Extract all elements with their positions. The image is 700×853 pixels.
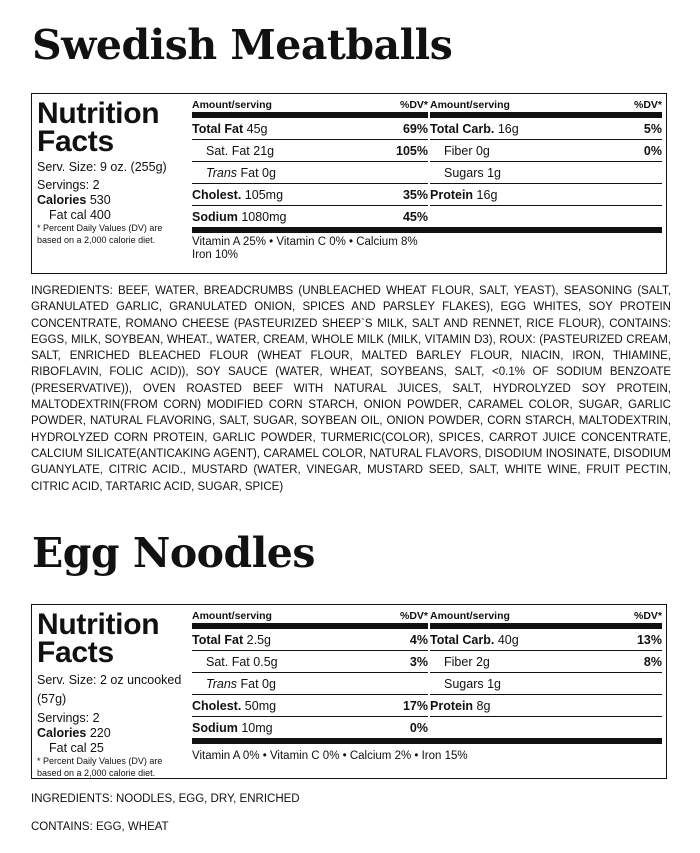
servings: Servings: 2 <box>37 178 100 192</box>
dv-note: * Percent Daily Values (DV) are based on a 2,000 calorie diet. <box>37 756 163 778</box>
nutrient-label: Trans <box>206 166 238 180</box>
column-header <box>430 98 662 118</box>
nutrition-facts-panel <box>31 93 667 274</box>
dv-note: * Percent Daily Values (DV) are based on a 2,000 calorie diet. <box>37 223 163 245</box>
nutrient-column-right <box>430 98 662 228</box>
panel-heading <box>37 608 187 669</box>
nutrient-label: Trans <box>206 677 238 691</box>
serving-size: Serv. Size: 9 oz. (255g) <box>37 160 167 174</box>
vitamins-line: Vitamin A 0% • Vitamin C 0% • Calcium 2% • Iron 15% <box>192 750 468 762</box>
nutrient-column-left <box>192 609 428 739</box>
nutrient-row <box>192 651 428 673</box>
nutrient-table <box>192 98 662 262</box>
nutrient-dv: 13% <box>636 633 662 647</box>
calories-label: Calories <box>37 726 87 740</box>
nutrient-row <box>192 206 428 228</box>
nutrient-label: Sugars <box>444 166 484 180</box>
nutrient-amount: 0.5g <box>253 655 278 669</box>
panel-summary <box>37 97 187 246</box>
nutrient-column-right <box>430 609 662 739</box>
nutrient-label: Total Fat <box>192 122 244 136</box>
nutrient-amount: 8g <box>476 699 491 713</box>
servings: Servings: 2 <box>37 711 100 725</box>
nutrient-dv: 8% <box>643 655 662 669</box>
nutrient-row <box>430 629 662 651</box>
nutrient-row <box>430 118 662 140</box>
nutrient-amount: 45g <box>246 122 268 136</box>
nutrient-dv: 105% <box>396 144 428 158</box>
nutrient-row <box>430 717 662 739</box>
calories-label: Calories <box>37 193 87 207</box>
column-header <box>430 609 662 629</box>
nutrient-label: Protein <box>430 188 474 202</box>
serving-size: Serv. Size: 2 oz uncooked <box>37 673 182 687</box>
nutrient-row <box>430 206 662 228</box>
dv-header: %DV* <box>399 610 428 622</box>
nutrient-amount: 10mg <box>241 721 273 735</box>
nutrient-amount: 1080mg <box>241 210 287 224</box>
calories <box>37 726 187 741</box>
heading-line: Facts <box>37 125 114 158</box>
nutrient-label: Total Carb. <box>430 633 495 647</box>
amount-header: Amount/serving <box>192 610 272 622</box>
nutrition-facts-panel <box>31 604 667 779</box>
nutrient-dv: 69% <box>402 122 428 136</box>
nutrient-row <box>430 695 662 717</box>
nutrient-row <box>430 184 662 206</box>
nutrient-column-left <box>192 98 428 228</box>
nutrient-amount: Fat 0g <box>240 677 276 691</box>
nutrient-label: Cholest. <box>192 699 242 713</box>
nutrient-row <box>192 140 428 162</box>
nutrient-row <box>192 162 428 184</box>
nutrient-amount: 40g <box>497 633 519 647</box>
vitamins <box>192 233 662 262</box>
nutrient-amount: 16g <box>476 188 498 202</box>
amount-header: Amount/serving <box>430 610 510 622</box>
nutrient-dv: 45% <box>402 210 428 224</box>
amount-header: Amount/serving <box>430 99 510 111</box>
nutrient-row <box>430 140 662 162</box>
nutrient-amount: 1g <box>487 677 501 691</box>
nutrient-label: Total Fat <box>192 633 244 647</box>
nutrient-dv: 17% <box>402 699 428 713</box>
heading-line: Nutrition <box>37 97 160 130</box>
column-header <box>192 609 428 629</box>
nutrient-label: Fiber <box>444 144 473 158</box>
nutrient-amount: Fat 0g <box>240 166 276 180</box>
nutrient-amount: 2.5g <box>246 633 271 647</box>
fat-calories: Fat cal 400 <box>49 208 111 222</box>
calories-value: 530 <box>89 193 111 207</box>
nutrient-amount: 2g <box>475 655 490 669</box>
nutrient-row <box>192 629 428 651</box>
nutrient-amount: 21g <box>253 144 275 158</box>
nutrient-dv: 3% <box>409 655 428 669</box>
dv-header: %DV* <box>633 99 662 111</box>
nutrient-dv: 4% <box>409 633 428 647</box>
nutrient-amount: 16g <box>497 122 519 136</box>
calories-value: 220 <box>89 726 111 740</box>
contains-statement: CONTAINS: EGG, WHEAT <box>31 821 169 833</box>
heading-line: Nutrition <box>37 608 160 641</box>
nutrient-amount: 0g <box>475 144 490 158</box>
nutrient-amount: 50mg <box>244 699 277 713</box>
heading-line: Facts <box>37 636 114 669</box>
nutrient-label: Fiber <box>444 655 473 669</box>
nutrient-dv: 0% <box>643 144 662 158</box>
product-title: Swedish Meatballs <box>32 21 453 69</box>
vitamins <box>192 744 662 763</box>
dv-header: %DV* <box>399 99 428 111</box>
product-title: Egg Noodles <box>32 529 315 577</box>
nutrient-label: Sugars <box>444 677 484 691</box>
nutrient-row <box>430 673 662 695</box>
vitamins-line: Vitamin A 25% • Vitamin C 0% • Calcium 8% <box>192 236 418 248</box>
nutrient-amount: 105mg <box>244 188 284 202</box>
nutrient-row <box>430 651 662 673</box>
dv-header: %DV* <box>633 610 662 622</box>
ingredients: INGREDIENTS: NOODLES, EGG, DRY, ENRICHED <box>31 793 300 805</box>
nutrient-row <box>192 118 428 140</box>
nutrient-dv: 35% <box>402 188 428 202</box>
calories <box>37 193 187 208</box>
nutrient-dv: 5% <box>643 122 662 136</box>
panel-heading <box>37 97 187 158</box>
nutrient-table <box>192 609 662 763</box>
nutrient-row <box>192 673 428 695</box>
ingredients: INGREDIENTS: BEEF, WATER, BREADCRUMBS (UNBLEACHED WHEAT FLOUR, SALT, YEAST), SEASONING (SALT, GRANULATED GARLIC, GRANULATED ONION, SPICES AND PARSLEY FLAKES), EGG WHITES, SOY PROTEIN CONCENTRATE, ROMANO CHEESE (PASTEURIZED SHEEP`S MILK, SALT AND RENNET, RICE FLOUR), CONTAINS: EGGS, MILK, SOYBEAN, WHEAT., WATER, CREAM, WHOLE MILK (MILK, VITAMIN D3), ROUX: (PASTEURIZED CREAM, SALT, ENRICHED BLEACHED FLOUR (WHEAT FLOUR, MALTED BARLEY FLOUR, NIACIN, IRON, THIAMINE, RIBOFLAVIN, FOLIC ACID)), SOY SAUCE (WATER, WHEAT, SOYBEANS, SALT, <0.1% OF SODIUM BENZOATE (PRESERVATIVE)), OVEN ROASTED BEEF WITH NATURAL JUICES, SALT, HYDROLYZED SOY PROTEIN, MALTODEXTRIN(FROM CORN) MODIFIED CORN STARCH, ONION POWDER, CARAMEL COLOR, SUGAR, GARLIC POWDER, NATURAL FLAVORING, SALT, SUGAR, SOYBEAN OIL, ONION POWDER, CORN STARCH, MALTODEXTRIN, HYDROLYZED CORN PROTEIN, GARLIC POWDER, TURMERIC(COLOR), SPICES, CARROT JUICE CONCENTRATE, CALCIUM SILICATE(ANTICAKING AGENT), CARAMEL COLOR, NATURAL FLAVORS, DISODIUM INOSINATE, DISODIUM GUANYLATE, CITRIC ACID., MUSTARD (WATER, VINEGAR, MUSTARD SEED, SALT, WHITE WINE, FRUIT PECTIN, CITRIC ACID, TARTARIC ACID, SUGAR, SPICE) <box>31 285 671 493</box>
nutrient-label: Protein <box>430 699 474 713</box>
nutrient-label: Sodium <box>192 721 238 735</box>
nutrient-row <box>192 184 428 206</box>
nutrient-label: Cholest. <box>192 188 242 202</box>
nutrient-row <box>192 717 428 739</box>
nutrient-amount: 1g <box>487 166 501 180</box>
amount-header: Amount/serving <box>192 99 272 111</box>
nutrient-row <box>430 162 662 184</box>
nutrient-dv: 0% <box>409 721 428 735</box>
panel-summary <box>37 608 187 779</box>
nutrient-label: Sodium <box>192 210 238 224</box>
serving-size-cont: (57g) <box>37 692 67 706</box>
nutrient-label: Sat. Fat <box>206 144 250 158</box>
nutrient-label: Total Carb. <box>430 122 495 136</box>
vitamins-line: Iron 10% <box>192 249 239 261</box>
column-header <box>192 98 428 118</box>
nutrient-row <box>192 695 428 717</box>
nutrient-label: Sat. Fat <box>206 655 250 669</box>
fat-calories: Fat cal 25 <box>49 741 104 755</box>
